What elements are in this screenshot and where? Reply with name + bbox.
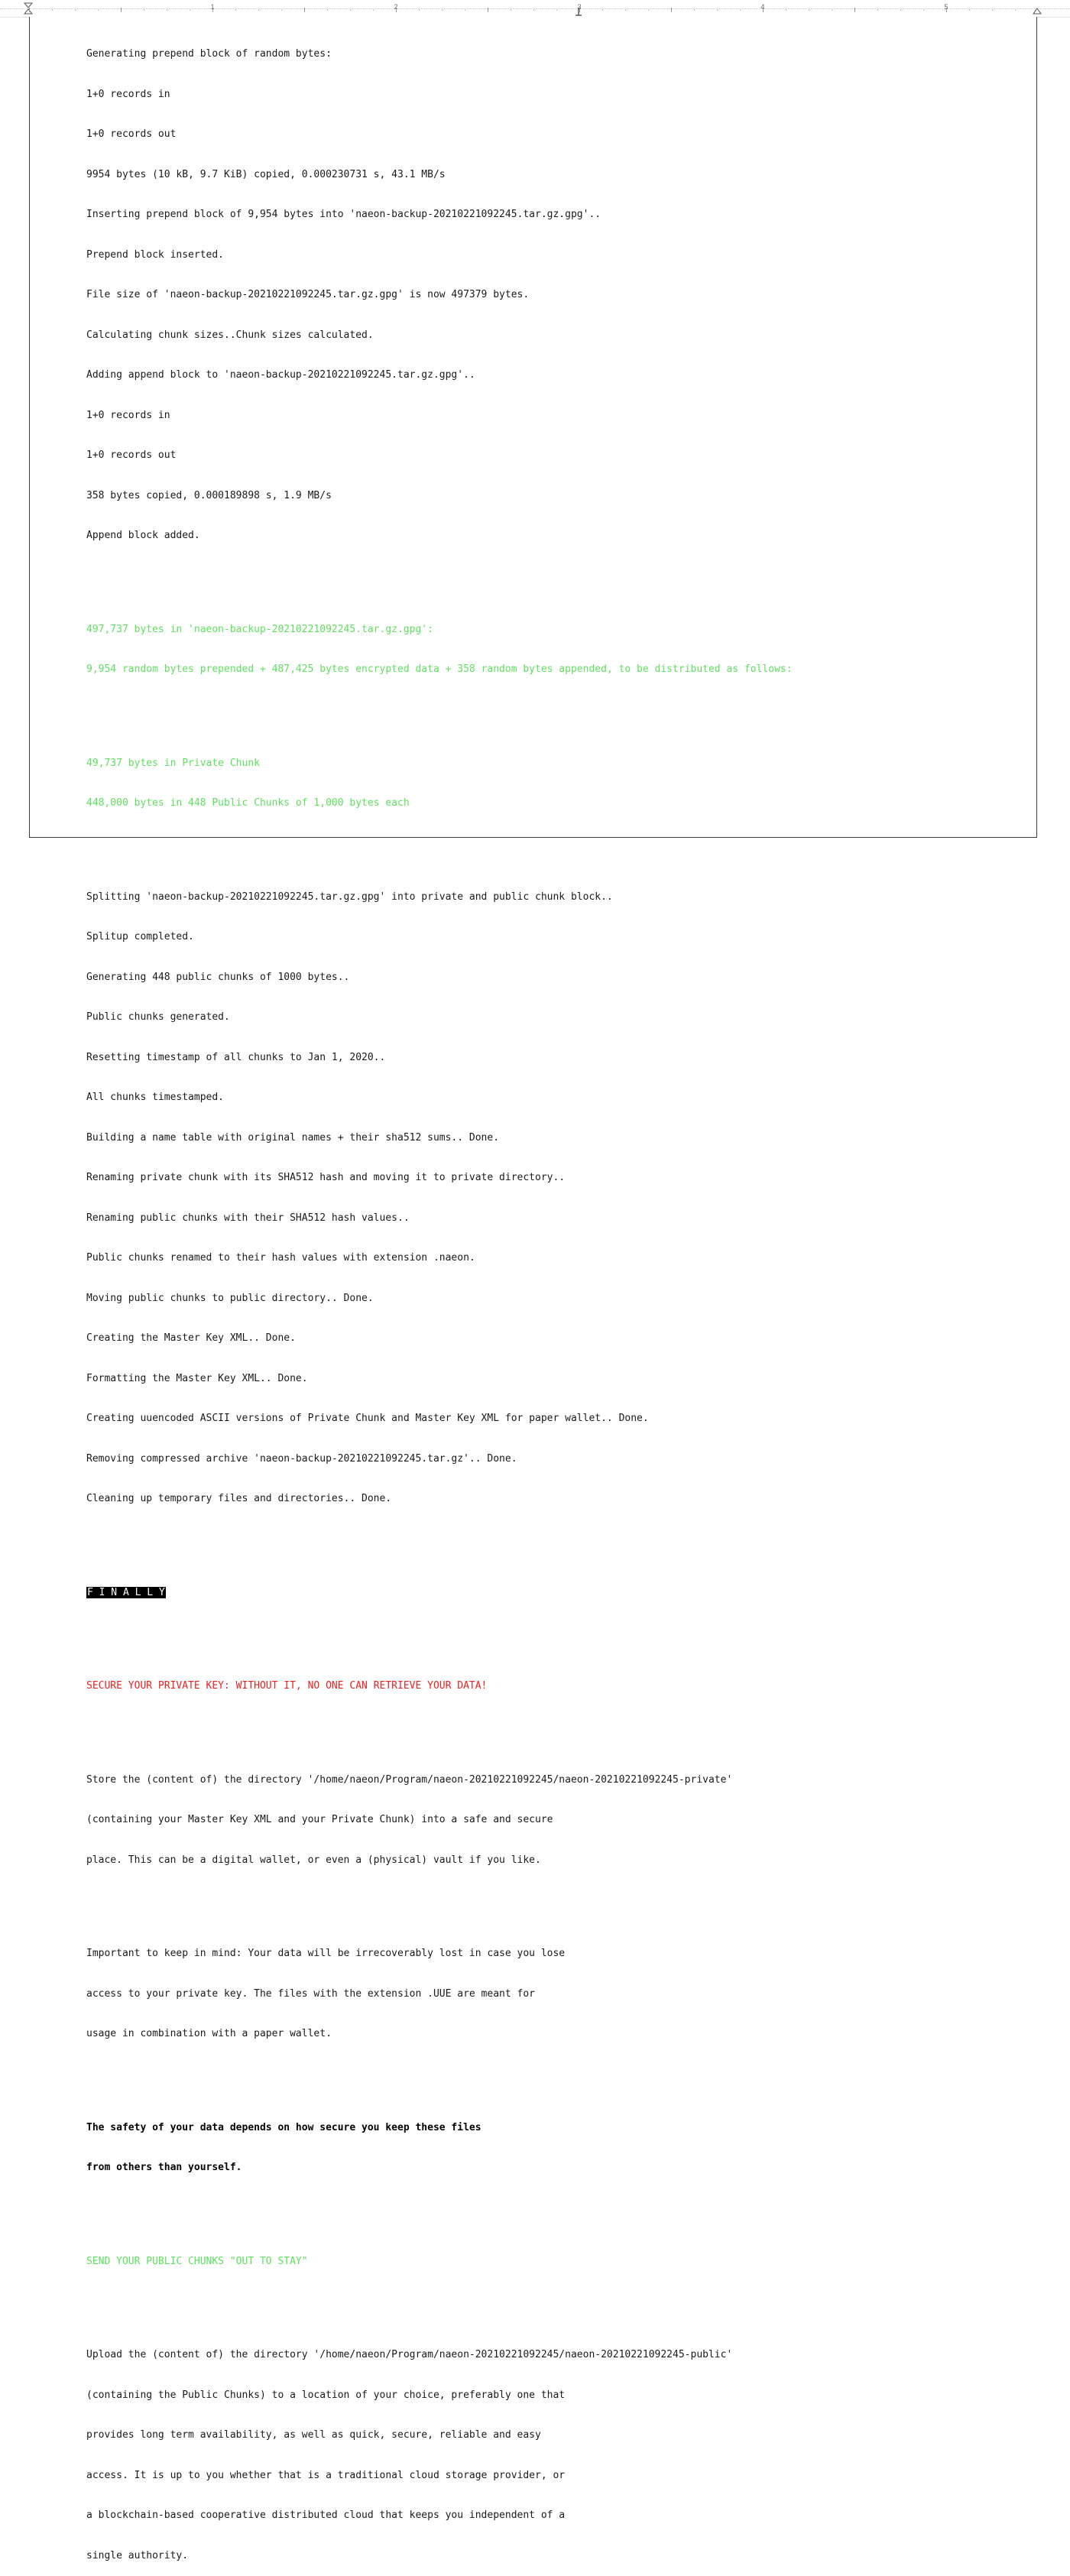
log-line: 1+0 records out [86,449,177,461]
log-line: Prepend block inserted. [86,248,225,261]
ruler-tick [625,9,626,11]
private-chunk-line: 49,737 bytes in Private Chunk [86,757,260,769]
horizontal-ruler[interactable] [0,0,1070,18]
process-line: Generating 448 public chunks of 1000 bytes.. [86,971,350,983]
log-line: Inserting prepend block of 9,954 bytes into 'naeon-backup-20210221092245.tar.gz.gpg'.. [86,209,601,220]
blank-line [86,1626,793,1640]
blank-line [86,1533,793,1546]
safety-line: from others than yourself. [86,2162,242,2173]
blank-line [86,2295,793,2308]
ruler-number: 4 [760,3,765,11]
ruler-tick [281,9,282,11]
process-line: Creating uuencoded ASCII versions of Private Chunk and Master Key XML for paper wallet.. Done. [86,1413,649,1424]
process-line: Removing compressed archive 'naeon-backup-20210221092245.tar.gz'.. Done. [86,1452,517,1465]
process-line: Resetting timestamp of all chunks to Jan 1, 2020.. [86,1051,386,1063]
blank-line [86,1893,793,1907]
ruler-tick [52,9,53,11]
upload-line: (containing the Public Chunks) to a location of your choice, preferably one that [86,2389,566,2401]
important-line: access to your private key. The files with the extension .UUE are meant for [86,1987,535,2000]
ruler-tick [75,9,76,11]
process-line: Renaming private chunk with its SHA512 hash and moving it to private directory.. [86,1172,566,1183]
process-line: Cleaning up temporary files and directories.. Done. [86,1493,392,1504]
store-line: (containing your Master Key XML and your Private Chunk) into a safe and secure [86,1814,553,1825]
log-line: 9954 bytes (10 kB, 9.7 KiB) copied, 0.000230731 s, 43.1 MB/s [86,168,446,180]
ruler-tick [602,9,603,11]
log-line: Append block added. [86,530,200,541]
ruler-tick [671,8,672,12]
ruler-tick [854,8,855,12]
ruler-tick [533,9,534,11]
process-line: Splitup completed. [86,931,194,942]
ruler-tick [717,9,718,11]
ruler-tick [556,9,557,11]
safety-line: The safety of your data depends on how secure you keep these files [86,2121,481,2133]
log-line: 1+0 records in [86,409,170,421]
process-line: Creating the Master Key XML.. Done. [86,1332,296,1344]
log-line: Calculating chunk sizes..Chunk sizes calculated. [86,329,374,341]
ruler-tick [923,9,924,11]
blank-line [86,2068,793,2081]
ruler-tick [648,9,649,11]
blank-line [86,837,793,851]
important-line: Important to keep in mind: Your data will be irrecoverably lost in case you lose [86,1948,566,1959]
process-line: All chunks timestamped. [86,1092,225,1103]
ruler-tick [98,9,99,11]
send-public-chunks-heading: SEND YOUR PUBLIC CHUNKS "OUT TO STAY" [86,2255,308,2267]
ruler-tick [442,9,443,11]
process-line: Public chunks renamed to their hash values with extension .naeon. [86,1252,475,1264]
upload-line: access. It is up to you whether that is a traditional cloud storage provider, or [86,2469,566,2481]
ruler-number: 2 [394,3,398,11]
blank-line [86,1720,793,1734]
log-line: File size of 'naeon-backup-20210221092245.tar.gz.gpg' is now 497379 bytes. [86,289,530,300]
log-line: 1+0 records in [86,88,170,100]
blank-line [86,703,793,717]
ruler-number: 1 [210,3,215,11]
upload-line: a blockchain-based cooperative distributed cloud that keeps you independent of a [86,2509,566,2521]
ruler-tick [419,9,420,11]
ruler-tick [350,9,351,11]
finally-heading: F I N A L L Y [87,1586,165,1598]
ruler-scale [29,2,1038,15]
public-chunks-line: 448,000 bytes in 448 Public Chunks of 1,000 bytes each [86,797,410,809]
process-line: Moving public chunks to public directory.. Done. [86,1292,374,1304]
ruler-tick [304,8,305,12]
upload-line: single authority. [86,2549,189,2561]
ruler-tick [235,9,236,11]
log-line: 1+0 records out [86,128,177,140]
store-line: place. This can be a digital wallet, or even a (physical) vault if you like. [86,1854,541,1866]
ruler-tick [992,9,993,11]
summary-line: 9,954 random bytes prepended + 487,425 bytes encrypted data + 358 random bytes appended, to be distributed as follows: [86,663,793,675]
process-line: Splitting 'naeon-backup-20210221092245.tar.gz.gpg' into private and public chunk block.. [86,891,613,903]
upload-line: provides long term availability, as well as quick, secure, reliable and easy [86,2429,541,2441]
ruler-tick [900,9,901,11]
process-line: Formatting the Master Key XML.. Done. [86,1372,308,1384]
ruler-tick [694,9,695,11]
ruler-tick [327,9,328,11]
important-line: usage in combination with a paper wallet. [86,2028,332,2039]
secure-key-heading: SECURE YOUR PRIVATE KEY: WITHOUT IT, NO ONE CAN RETRIEVE YOUR DATA! [86,1680,488,1692]
process-line: Building a name table with original names + their sha512 sums.. Done. [86,1131,500,1144]
process-line: Renaming public chunks with their SHA512 hash values.. [86,1212,410,1224]
blank-line [86,569,793,583]
ruler-tick [1015,9,1016,11]
blank-line [86,2201,793,2215]
log-line: 358 bytes copied, 0.000189898 s, 1.9 MB/s [86,489,332,501]
log-line: Generating prepend block of random bytes: [86,48,332,60]
document-body[interactable] [86,21,793,2576]
ruler-tick [969,9,970,11]
ruler-tick [258,9,259,11]
ruler-tick [877,9,878,11]
finally-line [86,1586,793,1600]
log-line: Adding append block to 'naeon-backup-20210221092245.tar.gz.gpg'.. [86,369,475,381]
summary-line: 497,737 bytes in 'naeon-backup-20210221092245.tar.gz.gpg': [86,623,433,635]
ruler-tick [121,8,122,12]
store-line: Store the (content of) the directory '/home/naeon/Program/naeon-20210221092245/naeon-20210221092245-private' [86,1773,733,1786]
ruler-number: 3 [577,3,582,11]
ruler-tick [29,8,30,12]
ruler-number: 5 [944,3,948,11]
ruler-tick [740,9,741,11]
process-line: Public chunks generated. [86,1011,230,1023]
ruler-tick [373,9,374,11]
upload-line: Upload the (content of) the directory '/home/naeon/Program/naeon-20210221092245/naeon-20210221092245-public' [86,2349,733,2360]
